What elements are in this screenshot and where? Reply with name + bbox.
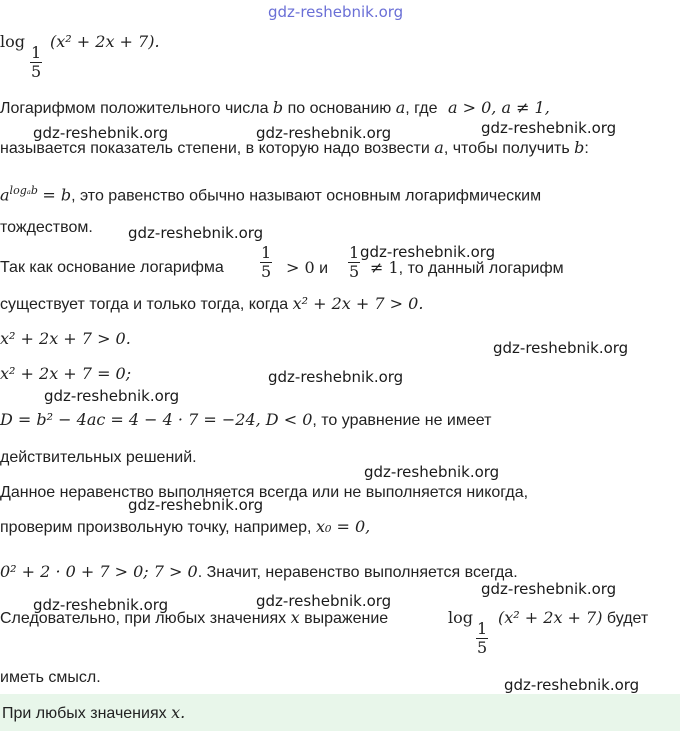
var-a: a (434, 138, 444, 157)
condition-line-1 (0, 258, 224, 278)
watermark: gdz-reshebnik.org (128, 496, 264, 514)
log-symbol: log (0, 32, 25, 51)
def-text-2: по основанию (287, 100, 392, 117)
cond-text-3: существует тогда и только тогда, когда (0, 296, 289, 313)
def-text-8: тождеством. (0, 219, 93, 236)
identity-exponent: logₐb (9, 184, 38, 197)
answer-box (0, 694, 680, 731)
watermark: gdz-reshebnik.org (256, 124, 392, 142)
log-argument-2: (x² + 2x + 7) (498, 608, 603, 627)
identity-rhs: = b (42, 185, 72, 205)
cond-text-2: , то данный логарифм (398, 260, 564, 277)
log-argument: (x² + 2x + 7). (50, 32, 160, 51)
cond-and: и (319, 260, 329, 277)
answer-text: При любых значениях x. (2, 703, 186, 722)
solve-inequality: x² + 2x + 7 > 0. (0, 329, 131, 348)
def-text-1: Логарифмом положительного числа (0, 100, 269, 117)
note-line-2: проверим произвольную точку, например, x₀ = 0, (0, 517, 371, 536)
disc-text-2: действительных решений. (0, 449, 197, 466)
var-b: b (272, 98, 284, 117)
watermark: gdz-reshebnik.org (128, 224, 264, 242)
disc-text: , то уравнение не имеет (312, 412, 492, 429)
watermark: gdz-reshebnik.org (268, 368, 404, 386)
def-text-6: : (584, 140, 589, 157)
watermark: gdz-reshebnik.org (360, 243, 496, 261)
def-text-3: , где (405, 100, 438, 117)
cond-text-1: Так как основание логарифма (0, 259, 224, 276)
solve-equation: x² + 2x + 7 = 0; (0, 364, 132, 383)
watermark: gdz-reshebnik.org (364, 463, 500, 481)
watermark: gdz-reshebnik.org (504, 676, 640, 694)
def-text-7: , это равенство обычно называют основным логарифмическим (71, 187, 542, 205)
discriminant-line-2 (0, 448, 197, 468)
def-condition: a > 0, a ≠ 1, (447, 98, 550, 117)
check-expression: 0² + 2 · 0 + 7 > 0; 7 > 0 (0, 562, 198, 581)
var-a: a (395, 98, 406, 117)
var-x: x (290, 608, 300, 627)
definition-line-2 (0, 138, 589, 159)
watermark: gdz-reshebnik.org (33, 124, 169, 142)
definition-line-4 (0, 218, 93, 238)
watermark: gdz-reshebnik.org (256, 592, 392, 610)
answer-var-x: x. (171, 703, 186, 722)
cond-inequality: x² + 2x + 7 > 0. (292, 294, 424, 313)
note-line-1: Данное неравенство выполняется всегда или не выполняется никогда, (0, 484, 529, 501)
watermark: gdz-reshebnik.org (481, 119, 617, 137)
definition-line-1 (0, 98, 550, 119)
log-base-fraction-2: $\frac{1}{5}$ (477, 619, 488, 657)
watermark: gdz-reshebnik.org (44, 387, 180, 405)
watermark-top: gdz-reshebnik.org (268, 3, 404, 21)
def-text-4: называется показатель степени, в которую надо возвести (0, 140, 430, 157)
expression-line (0, 32, 25, 53)
definition-line-3 (0, 181, 541, 206)
watermark: gdz-reshebnik.org (493, 339, 629, 357)
watermark: gdz-reshebnik.org (33, 596, 169, 614)
log-symbol: log (448, 608, 473, 627)
x0-value: x₀ = 0, (315, 517, 371, 536)
log-base-numerator: 1 (31, 43, 42, 62)
identity-base: a (0, 185, 10, 205)
check-text: . Значит, неравенство выполняется всегда. (197, 564, 518, 581)
discriminant: D = b² − 4ac = 4 − 4 · 7 = −24, D < 0 (0, 410, 313, 429)
log-base-denominator: 5 (31, 62, 42, 81)
cond-gt-zero: > 0 (286, 258, 315, 277)
log-base-fraction (30, 44, 42, 81)
discriminant-line (0, 410, 491, 431)
conclusion-line-2: иметь смысл. (0, 669, 101, 686)
var-b: b (574, 138, 585, 157)
cond-ne-one: ≠ 1 (370, 258, 399, 277)
watermark: gdz-reshebnik.org (481, 580, 617, 598)
conclusion-line-1: Следовательно, при любых значениях x выражение (0, 608, 389, 627)
fraction-one-fifth-2: $\frac{1}{5}$ (349, 243, 360, 281)
check-line (0, 562, 518, 583)
fraction-one-fifth: $\frac{1}{5}$ (261, 243, 272, 281)
def-text-5: , чтобы получить (443, 140, 570, 157)
condition-line-2 (0, 294, 423, 315)
